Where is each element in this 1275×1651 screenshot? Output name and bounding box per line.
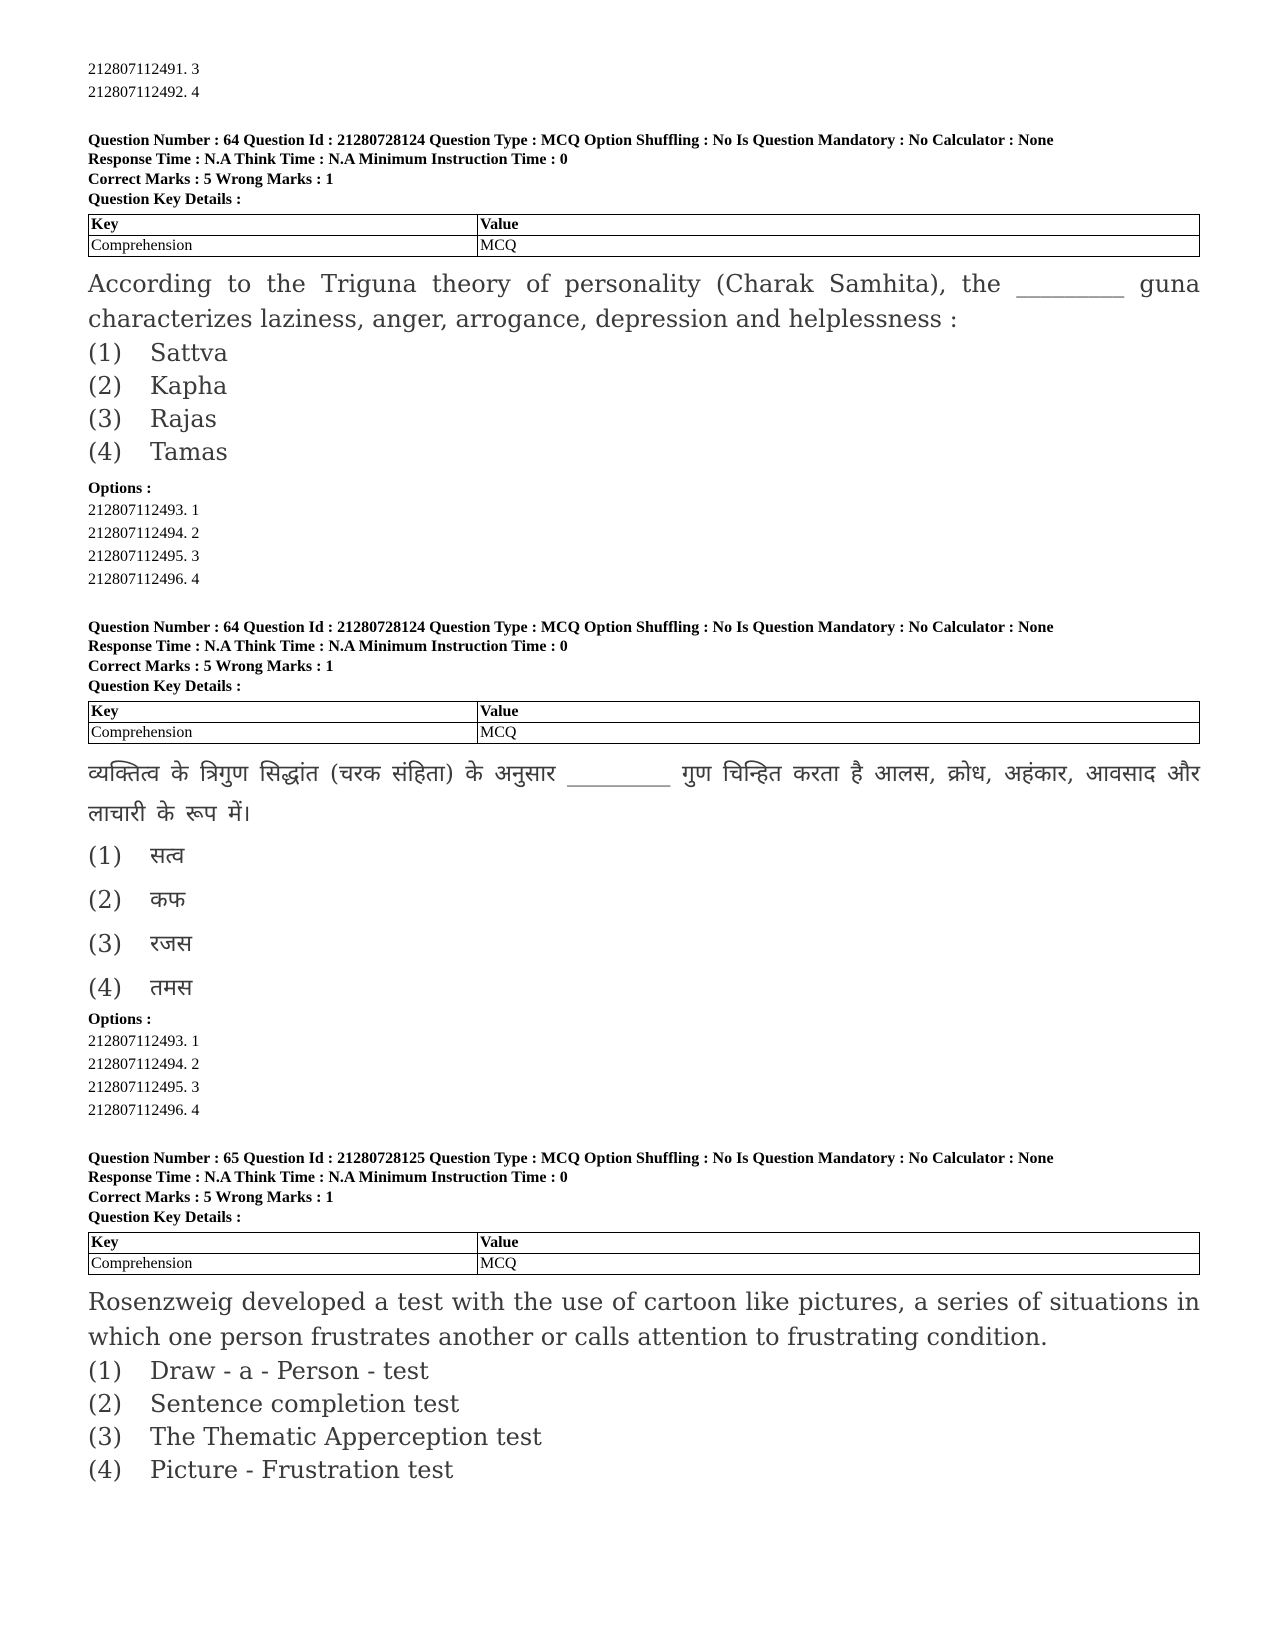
choice-number: (3)	[88, 405, 122, 433]
choice-text: सत्व	[150, 843, 185, 869]
choice-item	[88, 1355, 1200, 1388]
choice-number: (3)	[88, 1423, 122, 1451]
option-id: 212807112495. 3	[88, 548, 200, 565]
choice-item	[88, 1454, 1200, 1487]
choice-number: (4)	[88, 438, 122, 466]
option-id: 212807112493. 1	[88, 1033, 200, 1050]
choice-item	[88, 834, 1200, 878]
choice-text: कफ	[150, 887, 186, 913]
choice-item	[88, 1421, 1200, 1454]
choice-list	[88, 834, 1200, 1010]
question-meta: Question Number : 64 Question Id : 21280728124 Question Type : MCQ Option Shuffling : No Is Question Mandatory : No Calculator : None	[88, 132, 1054, 149]
table-header-key: Key	[89, 1233, 478, 1254]
choice-text: तमस	[150, 975, 193, 1001]
choice-list	[88, 337, 1200, 469]
question-timing: Response Time : N.A Think Time : N.A Minimum Instruction Time : 0	[88, 1169, 568, 1186]
question-meta: Question Number : 65 Question Id : 21280728125 Question Type : MCQ Option Shuffling : No Is Question Mandatory : No Calculator : None	[88, 1150, 1054, 1167]
table-cell-key: Comprehension	[89, 723, 478, 744]
choice-number: (2)	[88, 886, 122, 914]
choice-item	[88, 370, 1200, 403]
choice-number: (1)	[88, 1357, 122, 1385]
choice-text: रजस	[150, 931, 193, 957]
option-id: 212807112493. 1	[88, 502, 200, 519]
choice-number: (4)	[88, 974, 122, 1002]
options-label: Options :	[88, 1011, 152, 1028]
options-label: Options :	[88, 480, 152, 497]
choice-item	[88, 922, 1200, 966]
choice-number: (2)	[88, 1390, 122, 1418]
choice-number: (1)	[88, 842, 122, 870]
table-cell-key: Comprehension	[89, 236, 478, 257]
key-value-table	[88, 701, 1200, 744]
question-block-65-en	[88, 1149, 1200, 1487]
table-header-key: Key	[89, 702, 478, 723]
choice-text: Sattva	[150, 339, 228, 367]
option-id: 212807112495. 3	[88, 1079, 200, 1096]
choice-number: (4)	[88, 1456, 122, 1484]
choice-text: Tamas	[150, 438, 228, 466]
question-meta: Question Number : 64 Question Id : 21280728124 Question Type : MCQ Option Shuffling : No Is Question Mandatory : No Calculator : None	[88, 619, 1054, 636]
option-id: 212807112494. 2	[88, 1056, 200, 1073]
question-text: व्यक्तित्व के त्रिगुण सिद्धांत (चरक संहिता) के अनुसार _________ गुण चिन्हित करता है आलस, क्रोध, अहंकार, आवसाद और लाचारी के रूप में।	[88, 761, 1200, 827]
option-id: 212807112496. 4	[88, 1102, 200, 1119]
question-timing: Response Time : N.A Think Time : N.A Minimum Instruction Time : 0	[88, 638, 568, 655]
choice-item	[88, 436, 1200, 469]
option-id: 212807112491. 3	[88, 61, 200, 78]
choice-list	[88, 1355, 1200, 1487]
table-cell-key: Comprehension	[89, 1254, 478, 1275]
question-text: Rosenzweig developed a test with the use of cartoon like pictures, a series of situations in which one person frustrates another or calls attention to frustrating condition.	[88, 1288, 1200, 1351]
table-cell-value: MCQ	[478, 236, 1200, 257]
key-value-table	[88, 1232, 1200, 1275]
choice-number: (3)	[88, 930, 122, 958]
choice-item	[88, 403, 1200, 436]
key-details-label: Question Key Details :	[88, 1209, 242, 1226]
choice-text: Rajas	[150, 405, 217, 433]
table-header-key: Key	[89, 215, 478, 236]
option-id: 212807112496. 4	[88, 571, 200, 588]
choice-number: (1)	[88, 339, 122, 367]
choice-text: The Thematic Apperception test	[150, 1423, 542, 1451]
key-details-label: Question Key Details :	[88, 678, 242, 695]
choice-text: Sentence completion test	[150, 1390, 460, 1418]
choice-text: Picture - Frustration test	[150, 1456, 454, 1484]
question-block-64-hi	[88, 618, 1200, 1122]
option-id: 212807112492. 4	[88, 84, 200, 101]
table-cell-value: MCQ	[478, 1254, 1200, 1275]
table-header-value: Value	[478, 215, 1200, 236]
question-text: According to the Triguna theory of personality (Charak Samhita), the _________ guna characterizes laziness, anger, arrogance, depression and helplessness :	[88, 270, 1200, 333]
choice-item	[88, 337, 1200, 370]
question-block-64-en	[88, 131, 1200, 591]
choice-item	[88, 966, 1200, 1010]
option-id: 212807112494. 2	[88, 525, 200, 542]
table-header-value: Value	[478, 702, 1200, 723]
question-marks: Correct Marks : 5 Wrong Marks : 1	[88, 658, 334, 675]
table-header-value: Value	[478, 1233, 1200, 1254]
choice-item	[88, 878, 1200, 922]
choice-text: Kapha	[150, 372, 228, 400]
choice-text: Draw - a - Person - test	[150, 1357, 429, 1385]
question-marks: Correct Marks : 5 Wrong Marks : 1	[88, 1189, 334, 1206]
document-page	[88, 58, 1200, 1487]
question-marks: Correct Marks : 5 Wrong Marks : 1	[88, 171, 334, 188]
question-timing: Response Time : N.A Think Time : N.A Minimum Instruction Time : 0	[88, 151, 568, 168]
key-details-label: Question Key Details :	[88, 191, 242, 208]
table-cell-value: MCQ	[478, 723, 1200, 744]
key-value-table	[88, 214, 1200, 257]
choice-number: (2)	[88, 372, 122, 400]
choice-item	[88, 1388, 1200, 1421]
